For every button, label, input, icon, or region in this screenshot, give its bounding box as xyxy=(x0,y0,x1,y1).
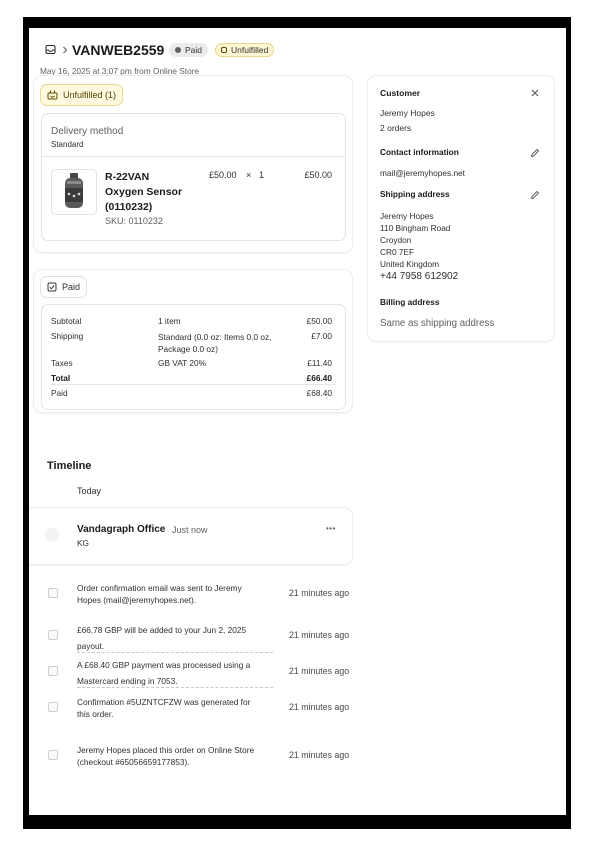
timeline-event-time: 21 minutes ago xyxy=(289,666,350,676)
oxygen-sensor-image xyxy=(52,170,96,214)
fulfillment-details xyxy=(41,113,346,241)
shipping-label: Shipping xyxy=(51,331,84,341)
fulfillment-status-badge: Unfulfilled xyxy=(215,43,274,57)
edit-pencil-icon[interactable] xyxy=(530,190,540,200)
order-icon xyxy=(45,44,56,55)
quantity: 1 xyxy=(259,170,265,180)
taxes-label: Taxes xyxy=(51,358,73,368)
customer-orders-link[interactable]: 2 orders xyxy=(380,123,412,133)
chevron-right-icon xyxy=(62,46,68,54)
billing-address-title: Billing address xyxy=(380,297,440,307)
fulfillment-card xyxy=(34,76,352,252)
payment-status-badge: Paid xyxy=(169,43,208,57)
timeline-event-time: 21 minutes ago xyxy=(289,630,350,640)
timeline-event-text[interactable]: A £68.40 GBP payment was processed using a Mastercard ending in 7053. xyxy=(77,659,273,688)
line-total: £50.00 xyxy=(304,170,332,180)
customer-phone: +44 7958 612902 xyxy=(380,271,459,282)
subtotal-label: Subtotal xyxy=(51,316,82,326)
customer-card xyxy=(368,76,554,341)
timeline-title: Timeline xyxy=(47,460,92,472)
comment-initials: KG xyxy=(77,538,89,548)
product-name[interactable]: R-22VAN Oxygen Sensor (0110232) xyxy=(105,171,183,213)
order-subtitle: May 16, 2025 at 3:07 pm from Online Store xyxy=(40,66,200,76)
close-icon[interactable] xyxy=(531,89,539,97)
taxes-amount: £11.40 xyxy=(307,358,332,368)
product-sku: SKU: 0110232 xyxy=(105,216,163,226)
unit-price: £50.00 xyxy=(209,170,237,180)
event-checkbox[interactable] xyxy=(48,702,58,712)
timeline-event-text: Order confirmation email was sent to Jeremy Hopes (mail@jeremyhopes.net). xyxy=(77,583,242,605)
order-number: VANWEB2559 xyxy=(72,42,165,58)
delivery-method-value: Standard xyxy=(51,140,84,149)
subtotal-amount: £50.00 xyxy=(306,316,332,326)
shipping-amount: £7.00 xyxy=(311,331,332,341)
shipping-address-title: Shipping address xyxy=(380,189,450,199)
order-page xyxy=(29,28,566,815)
delivery-method-label: Delivery method xyxy=(51,126,124,137)
edit-pencil-icon[interactable] xyxy=(530,148,540,158)
divider xyxy=(51,384,336,385)
shipping-address: Jeremy Hopes 110 Bingham Road Croydon CR0 7EF United Kingdom xyxy=(380,211,451,269)
more-icon[interactable]: ••• xyxy=(326,524,336,533)
payment-card xyxy=(34,270,352,412)
paid-checkbox-icon xyxy=(47,282,57,292)
comment-time: Just now xyxy=(172,525,208,535)
total-label: Total xyxy=(51,373,71,383)
payment-summary xyxy=(41,304,346,410)
customer-email[interactable]: mail@jeremyhopes.net xyxy=(380,168,465,178)
event-checkbox[interactable] xyxy=(48,630,58,640)
timeline-event-text: Jeremy Hopes placed this order on Online Store (checkout #65056659177853). xyxy=(77,745,255,767)
product-thumbnail[interactable] xyxy=(51,169,97,215)
customer-name-link[interactable]: Jeremy Hopes xyxy=(380,108,435,118)
timeline-event-time: 21 minutes ago xyxy=(289,588,350,598)
paid-status-pill: Paid xyxy=(41,277,86,297)
times-sign: × xyxy=(246,170,252,180)
timeline-day-label: Today xyxy=(77,486,102,496)
event-checkbox[interactable] xyxy=(48,588,58,598)
event-checkbox[interactable] xyxy=(48,666,58,676)
timeline-event-time: 21 minutes ago xyxy=(289,750,350,760)
event-checkbox[interactable] xyxy=(48,750,58,760)
paid-label: Paid xyxy=(51,388,68,398)
divider xyxy=(42,156,345,157)
paid-amount: £68.40 xyxy=(306,388,332,398)
taxes-detail: GB VAT 20% xyxy=(158,358,206,368)
timeline-event-time: 21 minutes ago xyxy=(289,702,350,712)
paid-dot-icon xyxy=(175,47,181,53)
comment-author: Vandagraph Office xyxy=(77,524,166,535)
unfulfilled-status-pill: Unfulfilled (1) xyxy=(41,85,122,105)
fulfillment-box-icon xyxy=(47,90,58,100)
customer-section-title: Customer xyxy=(380,88,421,98)
avatar xyxy=(45,528,59,542)
shipping-detail: Standard (0.0 oz: Items 0.0 oz, Package 0.0 oz) xyxy=(158,332,272,354)
unfulfilled-ring-icon xyxy=(221,47,227,53)
contact-info-title: Contact information xyxy=(380,147,459,157)
timeline-event-text: Confirmation #5UZNTCFZW was generated for this order. xyxy=(77,697,251,719)
total-amount: £66.40 xyxy=(306,373,332,383)
subtotal-detail: 1 item xyxy=(158,316,181,326)
timeline-event-text[interactable]: £66.78 GBP will be added to your Jun 2, 2025 payout. xyxy=(77,624,273,653)
billing-address-value: Same as shipping address xyxy=(380,318,495,329)
timeline-comment xyxy=(29,508,352,564)
